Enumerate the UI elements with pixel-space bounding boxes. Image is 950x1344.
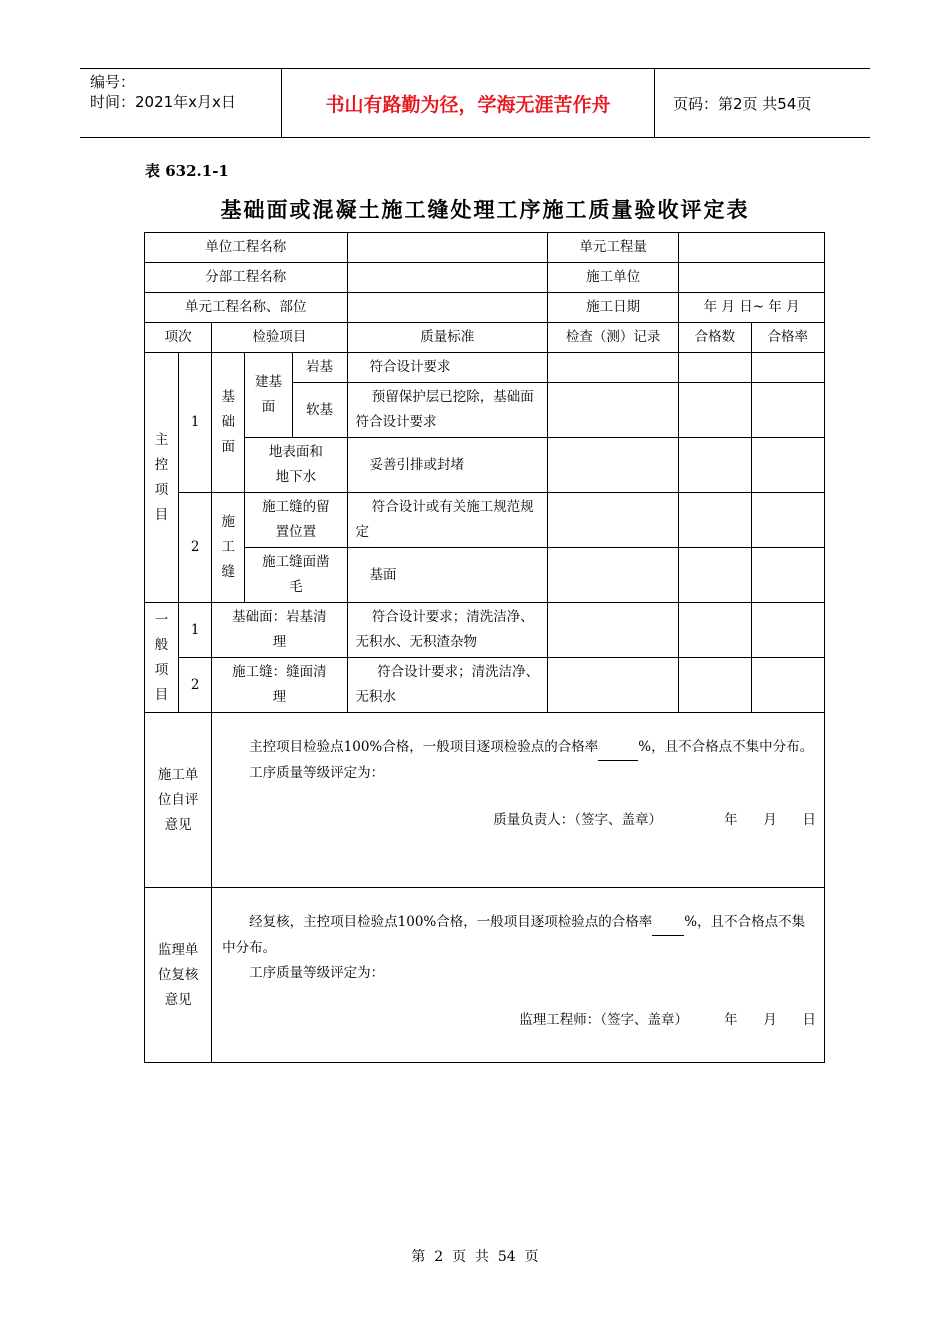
header-meta xyxy=(80,69,280,137)
evaluation-table-body xyxy=(144,232,825,1063)
supervision-line-a: 经复核，主控项目检验点100%合格，一般项目逐项检验点的合格率 xyxy=(249,914,653,930)
col-check-record: 检查（测）记录 xyxy=(548,323,679,353)
soft-base-standard-text: 预留保护层已挖除，基础面符合设计要求 xyxy=(355,389,534,430)
form-title: 基础面或混凝土施工缝处理工序施工质量验收评定表 xyxy=(220,197,750,222)
joint-reserve-label xyxy=(245,493,347,548)
division-project-name-value[interactable] xyxy=(347,263,547,293)
general-item-1-count[interactable] xyxy=(679,603,751,658)
joint-reserve-rate[interactable] xyxy=(751,493,824,548)
general-text: 一般项目 xyxy=(154,611,169,703)
self-eval-label xyxy=(145,713,212,888)
column-header-row xyxy=(145,323,825,353)
supervision-statement xyxy=(222,910,816,961)
surface-water-standard xyxy=(347,438,547,493)
general-item-1-name-text: 基础面：岩基清理 xyxy=(232,609,327,650)
general-label xyxy=(145,603,179,713)
unit-element-quantity-label: 单元工程量 xyxy=(548,233,679,263)
self-eval-line-b: %，且不合格点不集中分布。 xyxy=(638,739,814,755)
main-item-1-subgroup xyxy=(245,353,293,438)
table-row xyxy=(145,438,825,493)
main-item-1-no: 1 xyxy=(179,353,212,493)
general-item-2-name xyxy=(212,658,347,713)
joint-reserve-standard-text: 符合设计或有关施工规范规定 xyxy=(355,499,534,540)
division-project-name-label: 分部工程名称 xyxy=(145,263,348,293)
self-eval-signer: 质量负责人：（签字、盖章） xyxy=(493,812,662,828)
main-item-2-group xyxy=(212,493,245,603)
self-eval-grade: 工序质量等级评定为： xyxy=(249,765,385,781)
rock-base-rate[interactable] xyxy=(751,353,824,383)
build-base-text: 建基面 xyxy=(254,374,282,415)
joint-chisel-standard-text: 基面 xyxy=(369,566,397,583)
self-eval-label-text: 施工单位自评意见 xyxy=(157,766,199,833)
table-row xyxy=(145,658,825,713)
general-item-1-name xyxy=(212,603,347,658)
joint-reserve-standard xyxy=(347,493,547,548)
table-row xyxy=(145,493,825,548)
table-row xyxy=(145,353,825,383)
surface-water-rate[interactable] xyxy=(751,438,824,493)
joint-chisel-record[interactable] xyxy=(548,548,679,603)
surface-water-standard-text: 妥善引排或封堵 xyxy=(369,456,465,473)
time-label: 时间：2021年x月x日 xyxy=(90,93,236,111)
unit-element-name-label: 单元工程名称、部位 xyxy=(145,293,348,323)
joint-reserve-count[interactable] xyxy=(679,493,751,548)
table-code: 表 632.1-1 xyxy=(145,162,229,180)
table-row xyxy=(145,603,825,658)
joint-chisel-standard xyxy=(347,548,547,603)
soft-base-label: 软基 xyxy=(292,383,347,438)
unit-project-name-label: 单位工程名称 xyxy=(145,233,348,263)
supervision-content[interactable] xyxy=(212,888,825,1063)
construction-unit-label: 施工单位 xyxy=(548,263,679,293)
joint-reserve-record[interactable] xyxy=(548,493,679,548)
col-inspection-item: 检验项目 xyxy=(212,323,347,353)
joint-chisel-label xyxy=(245,548,347,603)
self-eval-signature xyxy=(222,808,816,833)
header-motto: 书山有路勤为径，学海无涯苦作舟 xyxy=(281,69,655,137)
soft-base-standard xyxy=(347,383,547,438)
general-item-1-standard xyxy=(347,603,547,658)
joint-chisel-rate[interactable] xyxy=(751,548,824,603)
general-item-2-standard-text: 符合设计要求；清洗洁净、无积水 xyxy=(355,664,540,705)
rock-base-standard xyxy=(347,353,547,383)
main-control-label xyxy=(145,353,179,603)
page-info-text: 页码：第2页 共54页 xyxy=(673,94,812,113)
main-item-2-no: 2 xyxy=(179,493,212,603)
general-item-2-count[interactable] xyxy=(679,658,751,713)
col-qualified-count: 合格数 xyxy=(679,323,751,353)
soft-base-record[interactable] xyxy=(548,383,679,438)
general-item-2-standard xyxy=(347,658,547,713)
surface-water-count[interactable] xyxy=(679,438,751,493)
number-label: 编号： xyxy=(90,73,136,91)
general-item-2-record[interactable] xyxy=(548,658,679,713)
main-control-text: 主控项目 xyxy=(154,431,169,523)
table-row xyxy=(145,548,825,603)
col-qualified-rate: 合格率 xyxy=(751,323,824,353)
col-item-no: 项次 xyxy=(145,323,212,353)
joint-reserve-text: 施工缝的留置位置 xyxy=(262,499,330,540)
soft-base-count[interactable] xyxy=(679,383,751,438)
rock-base-record[interactable] xyxy=(548,353,679,383)
supervision-rate-blank[interactable] xyxy=(652,910,684,936)
general-item-1-record[interactable] xyxy=(548,603,679,658)
supervision-label-text: 监理单位复核意见 xyxy=(157,941,199,1008)
rock-base-label: 岩基 xyxy=(292,353,347,383)
general-item-2-no: 2 xyxy=(179,658,212,713)
main-item-1-group xyxy=(212,353,245,493)
general-item-1-standard-text: 符合设计要求；清洗洁净、无积水、无积渣杂物 xyxy=(355,609,534,650)
header-page-info xyxy=(663,69,870,137)
self-eval-row xyxy=(145,713,825,888)
soft-base-rate[interactable] xyxy=(751,383,824,438)
supervision-signer: 监理工程师：（签字、盖章） xyxy=(519,1012,688,1028)
supervision-label xyxy=(145,888,212,1063)
supervision-line-b: %，且不合格点不集中分布。 xyxy=(222,914,806,956)
general-item-2-rate[interactable] xyxy=(751,658,824,713)
supervision-grade: 工序质量等级评定为： xyxy=(249,965,385,981)
page-footer: 第 2 页 共 54 页 xyxy=(411,1249,539,1265)
self-eval-content[interactable] xyxy=(212,713,825,888)
supervision-signature xyxy=(222,1008,816,1033)
general-item-2-name-text: 施工缝：缝面清理 xyxy=(232,664,327,705)
foundation-group-text: 基础面 xyxy=(221,389,235,455)
surface-water-record[interactable] xyxy=(548,438,679,493)
surface-water-text: 地表面和地下水 xyxy=(268,444,323,485)
surface-water-label xyxy=(245,438,347,493)
joint-chisel-count[interactable] xyxy=(679,548,751,603)
general-item-1-rate[interactable] xyxy=(751,603,824,658)
supervision-row xyxy=(145,888,825,1063)
unit-project-name-value[interactable] xyxy=(347,233,547,263)
joint-group-text: 施工缝 xyxy=(221,514,235,580)
joint-chisel-text: 施工缝面凿毛 xyxy=(262,554,330,595)
supervision-date: 年 月 日 xyxy=(724,1012,816,1028)
construction-unit-value[interactable] xyxy=(679,263,825,293)
general-item-1-no: 1 xyxy=(179,603,212,658)
self-eval-statement xyxy=(222,735,816,761)
construction-date-value[interactable]: 年 月 日~ 年 月 xyxy=(679,293,825,323)
unit-element-quantity-value[interactable] xyxy=(679,233,825,263)
construction-date-label: 施工日期 xyxy=(548,293,679,323)
unit-element-name-value[interactable] xyxy=(347,293,547,323)
rock-base-count[interactable] xyxy=(679,353,751,383)
self-eval-rate-blank[interactable] xyxy=(598,735,638,761)
self-eval-date: 年 月 日 xyxy=(724,812,816,828)
page-header xyxy=(80,68,870,138)
col-quality-standard: 质量标准 xyxy=(347,323,547,353)
self-eval-line-a: 主控项目检验点100%合格，一般项目逐项检验点的合格率 xyxy=(249,739,599,755)
rock-base-standard-text: 符合设计要求 xyxy=(369,359,451,375)
